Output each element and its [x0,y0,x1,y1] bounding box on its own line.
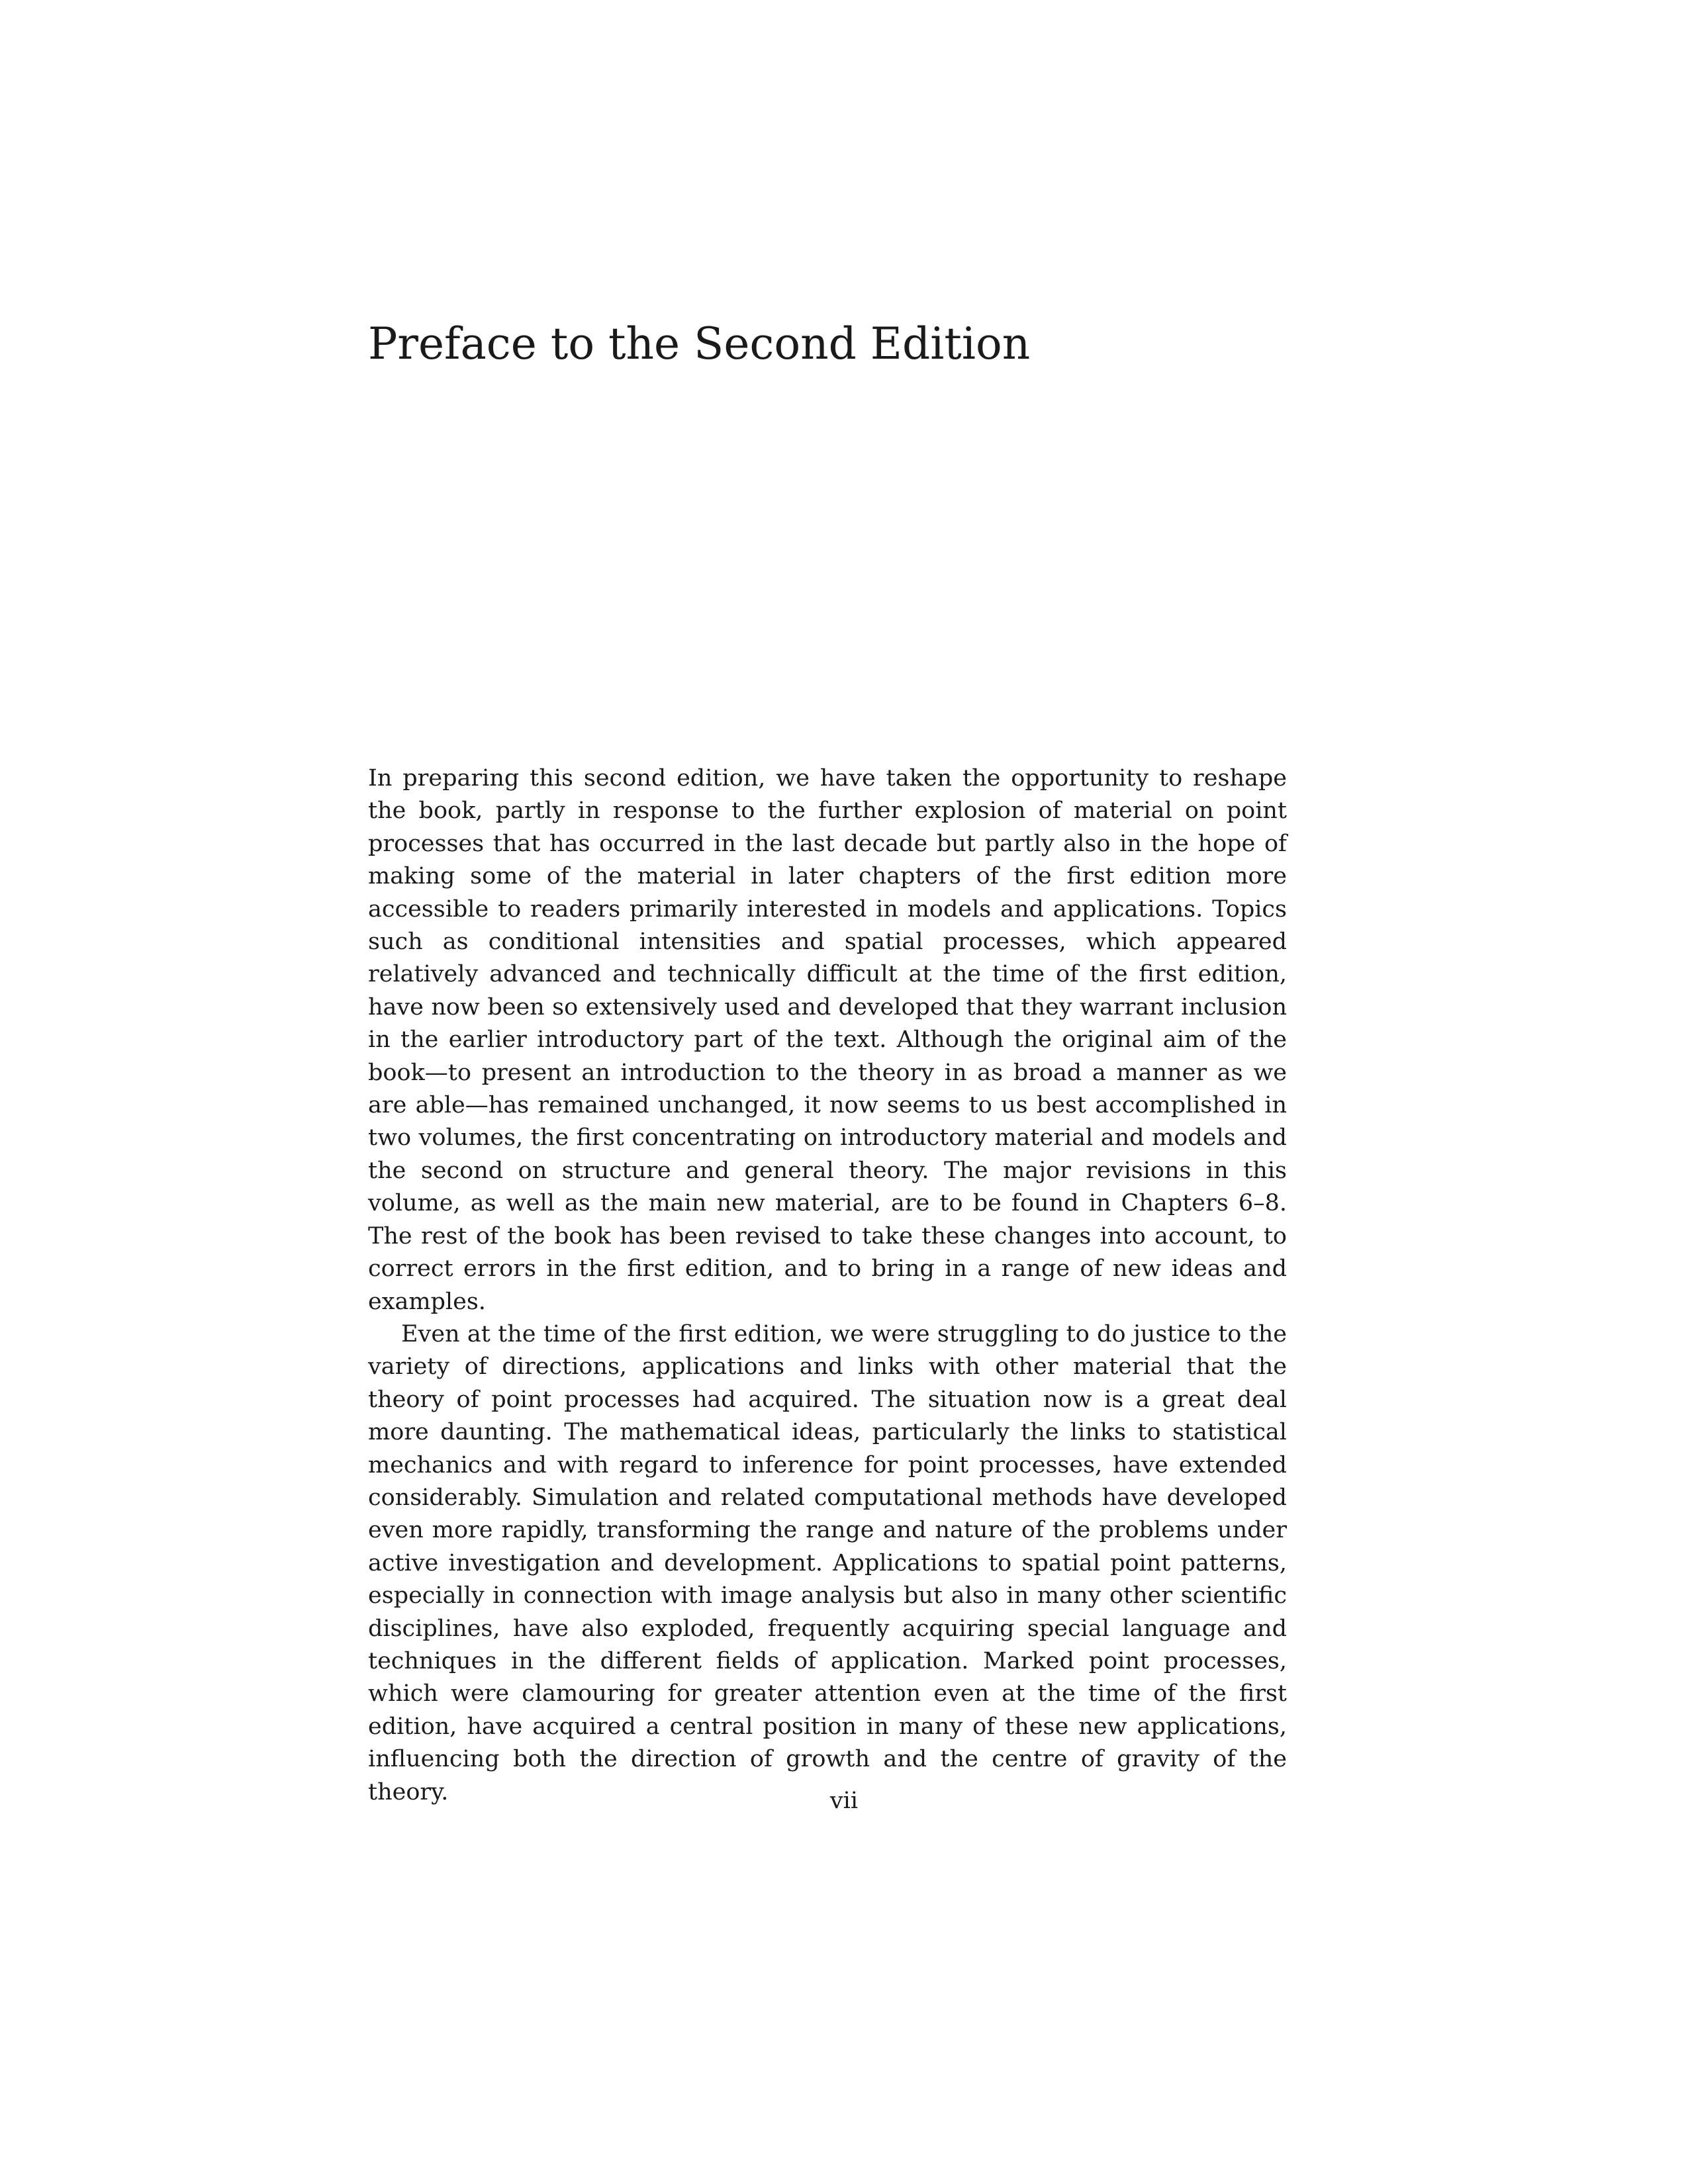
paragraph-1: In preparing this second edition, we have taken the opportunity to reshape the book, partly in response to the further explosion of material on point processes that has occurred in the last decade but partly also in the hope of making some of the material in later chapters of the first edition more accessible to readers primarily interested in models and applications. Topics such as conditional intensities and spatial processes, which appeared relatively advanced and technically difficult at the time of the first edition, have now been so extensively used and developed that they warrant inclusion in the earlier introductory part of the text. Although the original aim of the book—to present an introduction to the theory in as broad a manner as we are able—has remained unchanged, it now seems to us best accomplished in two volumes, the first concentrating on introductory material and models and the second on structure and general theory. The major revisions in this volume, as well as the main new material, are to be found in Chapters 6–8. The rest of the book has been revised to take these changes into account, to correct errors in the first edition, and to bring in a range of new ideas and examples. [368,765,1287,1315]
page-number: vii [829,1788,859,1814]
chapter-title: Preface to the Second Edition [368,318,1031,369]
paragraph-2: Even at the time of the first edition, we were struggling to do justice to the variety of directions, applications and links with other material that the theory of point processes had acquired. The situation now is a great deal more daunting. The mathematical ideas, particularly the links to statistical mechanics and with regard to inference for point processes, have extended considerably. Simulation and related computational methods have developed even more rapidly, transforming the range and nature of the problems under active investigation and development. Applications to spatial point patterns, especially in connection with image analysis but also in many other scientific disciplines, have also exploded, frequently acquiring special language and techniques in the different fields of application. Marked point processes, which were clamouring for greater attention even at the time of the first edition, have acquired a central position in many of these new applications, influencing both the direction of growth and the centre of gravity of the theory. [368,1320,1287,1805]
preface-body [368,762,1287,1809]
